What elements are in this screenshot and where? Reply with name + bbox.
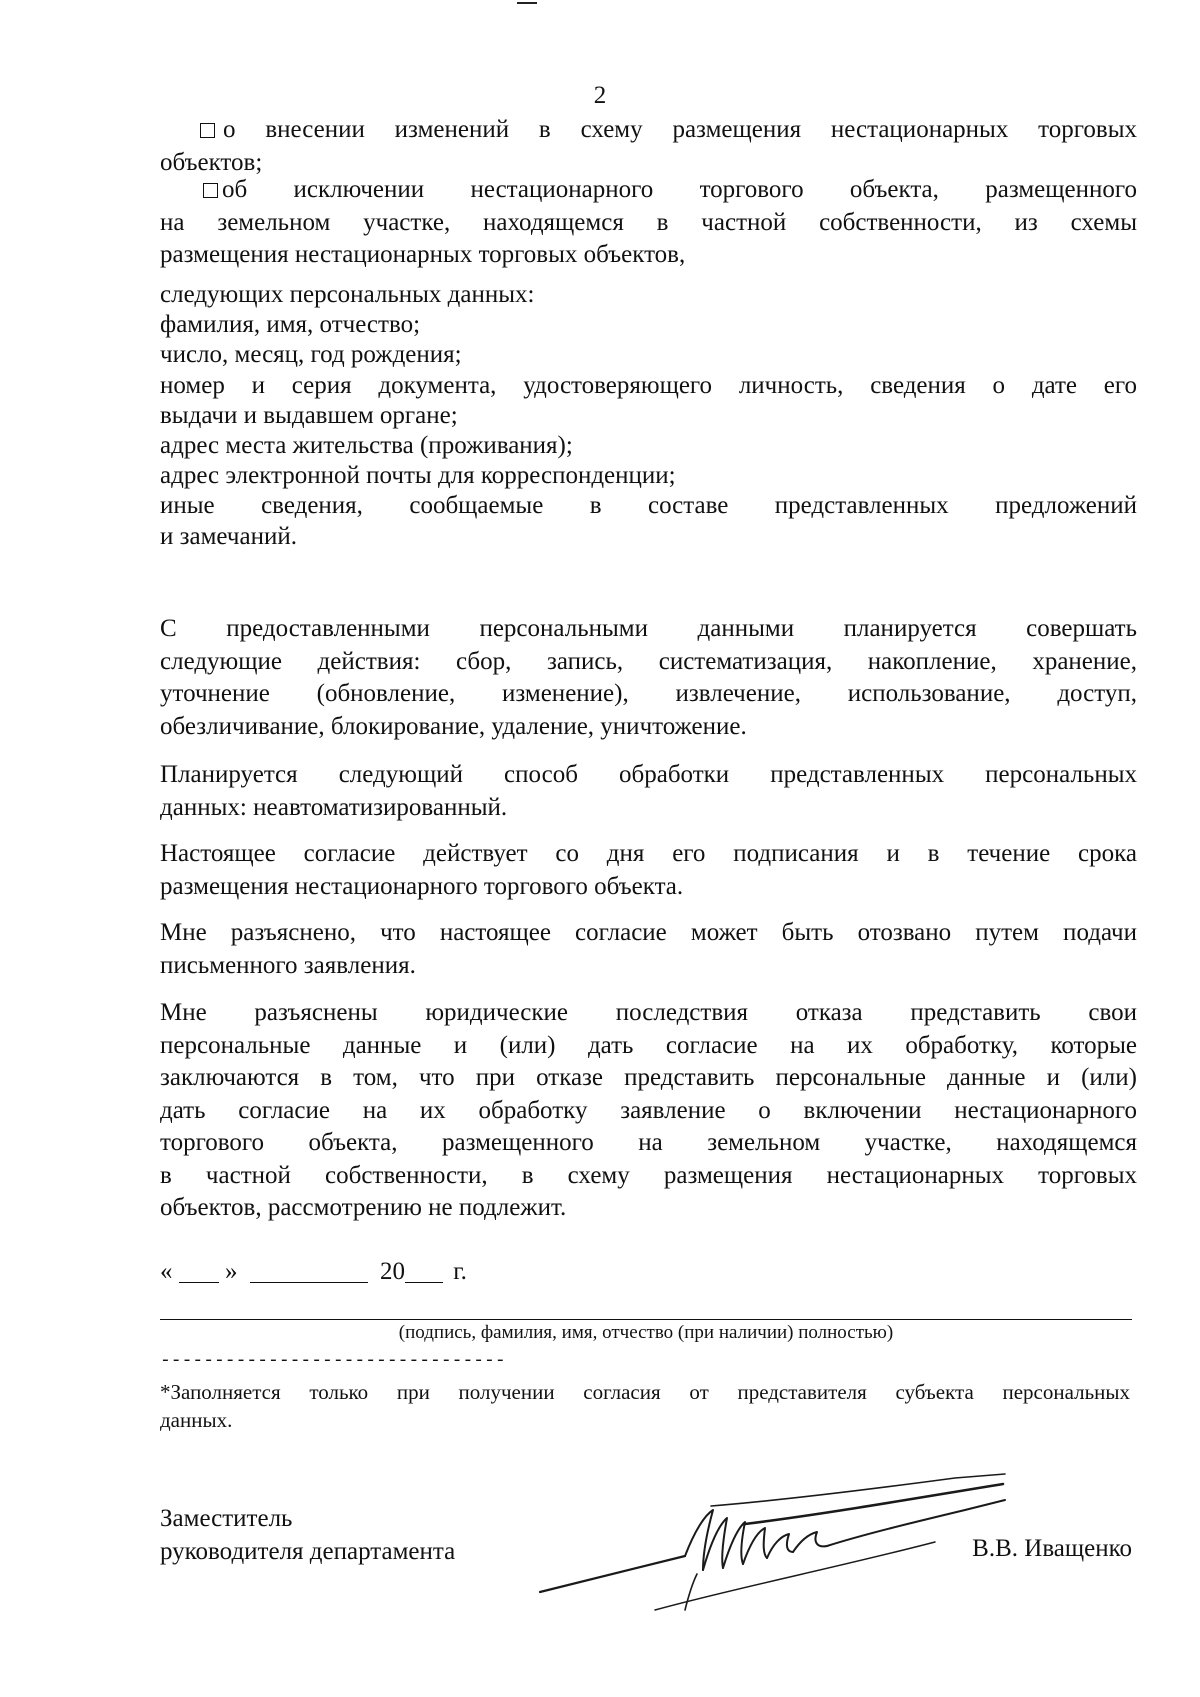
paragraph-validity [160,838,1137,903]
text-line: письменного заявления. [160,951,416,979]
list-item: иные сведения, сообщаемые в составе представленных предложений [160,492,1137,520]
list-item: число, месяц, год рождения; [160,341,462,369]
text-line: о внесении изменений в схему размещения нестационарных торговых [160,114,1137,147]
signer-title-line: руководителя департамента [160,1538,456,1565]
text-line: Настоящее согласие действует со дня его подписания и в течение срока [160,840,1137,867]
paragraph-revocation [160,917,1137,982]
personal-data-list [160,280,1137,552]
text-line: в частной собственности, в схему размещения нестационарных торговых [160,1161,1137,1189]
text-line: торгового объекта, размещенного на земельном участке, находящемся [160,1129,1137,1156]
text-line: на земельном участке, находящемся в частной собственности, из схемы [160,208,1137,236]
page-number: 2 [593,82,607,109]
checkbox-icon[interactable] [200,123,215,138]
paragraph-method [160,759,1137,824]
list-item: номер и серия документа, удостоверяющего личность, сведения о дате его [160,371,1137,399]
text-line: следующие действия: сбор, запись, систематизация, накопление, хранение, [160,647,1137,675]
year-prefix: 20 [380,1258,405,1285]
footnote-line: *Заполняется только при получении согласия от представителя субъекта персональных [160,1380,1130,1404]
text-line: об исключении нестационарного торгового объекта, размещенного [160,174,1137,207]
signature-caption: (подпись, фамилия, имя, отчество (при наличии) полностью) [398,1322,894,1343]
text-line: Мне разъяснены юридические последствия отказа представить свои [160,999,1137,1026]
list-item: выдачи и выдавшем органе; [160,401,458,429]
text-line: Планируется следующий способ обработки представленных персональных [160,761,1137,788]
text-line: дать согласие на их обработку заявление о включении нестационарного [160,1096,1137,1124]
signer-name: В.В. Иващенко [972,1535,1132,1562]
text-line: персональные данные и (или) дать согласие на их обработку, которые [160,1031,1137,1059]
option-exclude-object [160,174,1137,272]
text-line: размещения нестационарного торгового объекта. [160,872,684,900]
month-field[interactable] [250,1258,368,1283]
list-item: адрес места жительства (проживания); [160,432,573,460]
signer-title [160,1502,455,1568]
year-field[interactable] [405,1258,443,1283]
text-line: С предоставленными персональными данными планируется совершать [160,615,1137,642]
day-field[interactable] [179,1258,219,1283]
text-line: объектов; [160,148,263,176]
footnote-line: данных. [160,1408,233,1432]
text-line: Мне разъяснено, что настоящее согласие может быть отозвано путем подачи [160,919,1137,946]
paragraph-consequences [160,997,1137,1225]
text-line: размещения нестационарных торговых объектов, [160,241,686,268]
option-amend-scheme [160,114,1137,179]
text-line: обезличивание, блокирование, удаление, уничтожение. [160,712,747,740]
list-item: и замечаний. [160,522,297,550]
open-quote: « [160,1258,173,1285]
list-item: адрес электронной почты для корреспонденции; [160,462,676,490]
year-suffix: г. [453,1258,467,1285]
text-line: объектов, рассмотрению не подлежит. [160,1194,567,1221]
text-line: уточнение (обновление, изменение), извлечение, использование, доступ, [160,680,1137,707]
footnote-separator: -------------------------------- [160,1351,506,1371]
footnote [160,1378,1130,1434]
checkbox-icon[interactable] [203,183,218,198]
signature-line[interactable] [160,1319,1132,1320]
handwritten-signature [535,1470,1025,1620]
date-form [160,1258,467,1286]
text-line: данных: неавтоматизированный. [160,793,508,821]
list-item: следующих персональных данных: [160,281,535,308]
close-quote: » [225,1258,238,1285]
top-edge-mark [517,2,537,4]
paragraph-actions [160,613,1137,743]
text-line: заключаются в том, что при отказе представить персональные данные и (или) [160,1064,1137,1091]
list-item: фамилия, имя, отчество; [160,311,421,339]
signer-title-line: Заместитель [160,1505,293,1532]
